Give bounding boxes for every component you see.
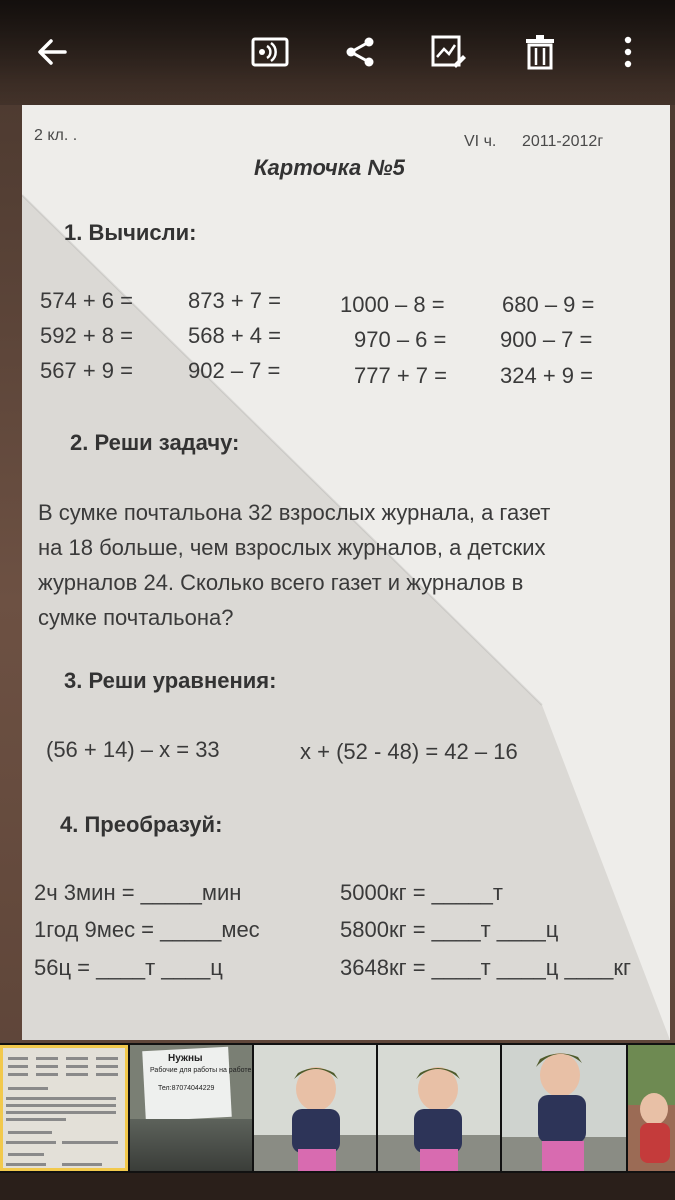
- calc-item: 970 – 6 =: [354, 327, 447, 352]
- top-toolbar: [0, 0, 675, 105]
- convert-item: 3648кг = ____т ____ц ____кг: [340, 955, 632, 980]
- section-heading: 2. Реши задачу:: [70, 430, 240, 455]
- calc-item: 777 + 7 =: [354, 363, 447, 388]
- thumbnail-child-photo[interactable]: [378, 1045, 500, 1171]
- notice-title: Нужны: [168, 1053, 203, 1064]
- problem-line: сумке почтальона?: [38, 605, 234, 630]
- grade-label: 2 кл. .: [34, 127, 78, 144]
- year-label: 2011-2012г: [522, 133, 604, 150]
- share-icon[interactable]: [338, 30, 382, 74]
- thumbnail-child-photo[interactable]: [502, 1045, 626, 1171]
- notice-text: Рабочие для работы на работе: [150, 1067, 252, 1074]
- problem-line: на 18 больше, чем взрослых журналов, а детских: [38, 535, 546, 560]
- thumbnail-notice[interactable]: [130, 1045, 252, 1171]
- thumbnail-child-photo[interactable]: [254, 1045, 376, 1171]
- notice-phone: Тел:87074044229: [158, 1085, 215, 1092]
- calc-item: 568 + 4 =: [188, 323, 281, 348]
- calc-item: 324 + 9 =: [500, 363, 593, 388]
- calc-item: 902 – 7 =: [188, 358, 281, 383]
- calc-item: 873 + 7 =: [188, 288, 281, 313]
- problem-line: В сумке почтальона 32 взрослых журнала, а газет: [38, 500, 551, 525]
- thumbnail-worksheet[interactable]: [0, 1045, 128, 1171]
- equation: x + (52 - 48) = 42 – 16: [300, 739, 518, 764]
- thumbnail-strip: [0, 1043, 675, 1173]
- card-title: Карточка №5: [254, 155, 405, 180]
- arrow-left-icon[interactable]: [30, 30, 74, 74]
- edit-image-icon[interactable]: [426, 30, 470, 74]
- calc-item: 592 + 8 =: [40, 323, 133, 348]
- equation: (56 + 14) – x = 33: [46, 737, 220, 762]
- convert-item: 5800кг = ____т ____ц: [340, 917, 559, 942]
- problem-line: журналов 24. Сколько всего газет и журналов в: [38, 570, 524, 595]
- calc-item: 1000 – 8 =: [340, 292, 445, 317]
- calc-item: 680 – 9 =: [502, 292, 595, 317]
- convert-item: 2ч 3мин = _____мин: [34, 880, 242, 905]
- convert-item: 56ц = ____т ____ц: [34, 955, 223, 980]
- cast-screen-icon[interactable]: [248, 30, 292, 74]
- photo-viewer-image[interactable]: [22, 105, 670, 1040]
- bottom-edge: [0, 1173, 675, 1200]
- convert-item: 1год 9мес = _____мес: [34, 917, 260, 942]
- part-label: VI ч.: [464, 133, 497, 150]
- more-vert-icon[interactable]: [606, 30, 650, 74]
- convert-item: 5000кг = _____т: [340, 880, 503, 905]
- thumbnail-child-photo[interactable]: [628, 1045, 675, 1171]
- section-heading: 4. Преобразуй:: [60, 812, 223, 837]
- calc-item: 574 + 6 =: [40, 288, 133, 313]
- section-heading: 1. Вычисли:: [64, 220, 197, 245]
- trash-icon[interactable]: [518, 30, 562, 74]
- calc-item: 900 – 7 =: [500, 327, 593, 352]
- section-heading: 3. Реши уравнения:: [64, 668, 277, 693]
- calc-item: 567 + 9 =: [40, 358, 133, 383]
